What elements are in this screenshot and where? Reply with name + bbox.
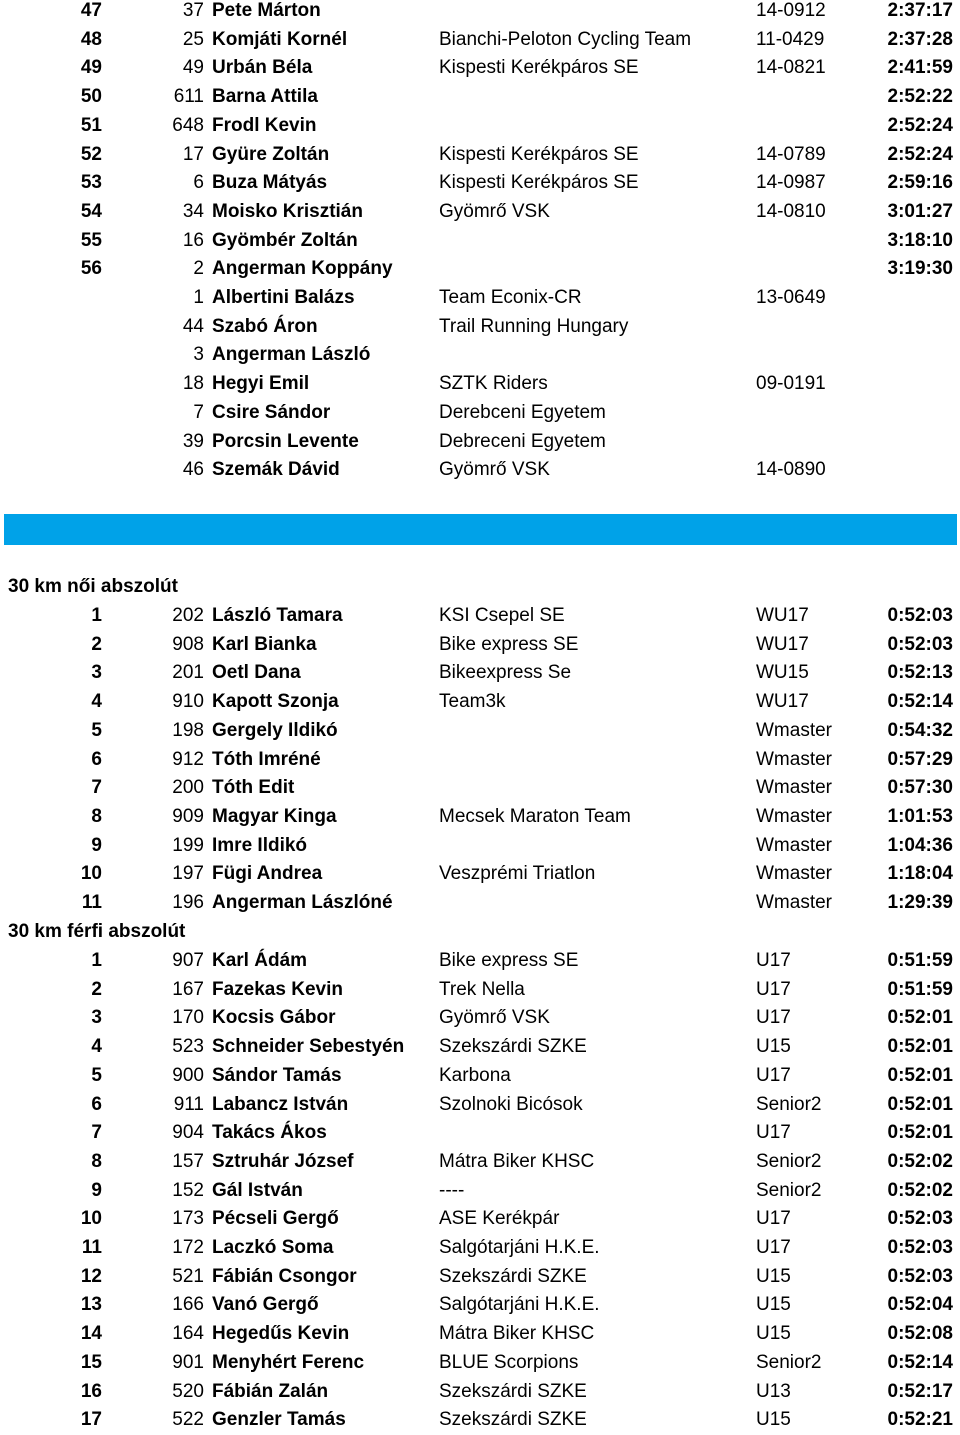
rider-name-cell: Oetl Dana [212, 662, 301, 684]
rider-name-cell: Gyüre Zoltán [212, 143, 330, 165]
bib-number-cell: 611 [173, 86, 204, 108]
rider-name-cell: Genzler Tamás [212, 1409, 346, 1431]
result-row [0, 889, 960, 918]
position-cell: 16 [80, 1380, 102, 1402]
bib-number-cell: 152 [172, 1179, 204, 1201]
result-row [0, 1091, 960, 1120]
finish-time-cell: 2:41:59 [887, 57, 953, 79]
team-cell: Kispesti Kerékpáros SE [439, 143, 639, 165]
team-cell: Team3k [439, 691, 506, 713]
rider-name-cell: Fügi Andrea [212, 863, 323, 885]
team-cell: Team Econix-CR [439, 287, 582, 308]
finish-time-cell: 0:51:59 [887, 950, 953, 971]
category-cell: U17 [756, 1007, 791, 1029]
rider-name-cell: Frodl Kevin [212, 114, 317, 136]
result-row [0, 1148, 960, 1177]
bib-number-cell: 18 [182, 373, 204, 395]
finish-time-cell: 2:52:24 [887, 143, 953, 165]
position-cell: 6 [91, 748, 102, 770]
bib-number-cell: 904 [172, 1122, 204, 1144]
bib-number-cell: 46 [182, 459, 204, 481]
category-cell: Wmaster [756, 777, 832, 799]
rider-name-cell: Fábián Csongor [212, 1265, 357, 1287]
bib-number-cell: 900 [172, 1064, 204, 1086]
bib-number-cell: 198 [172, 719, 204, 741]
result-row [0, 284, 960, 313]
rider-name-cell: Tóth Imréné [212, 748, 321, 770]
bib-number-cell: 173 [172, 1208, 204, 1230]
rider-name-cell: Schneider Sebestyén [212, 1036, 405, 1058]
position-cell: 49 [80, 57, 102, 79]
category-cell: U13 [756, 1380, 791, 1402]
category-cell: Senior2 [756, 1351, 822, 1373]
bib-number-cell: 196 [172, 892, 204, 913]
position-cell: 1 [91, 950, 102, 971]
finish-time-cell: 0:52:04 [887, 1294, 953, 1316]
category-cell: 13-0649 [756, 287, 826, 308]
category-cell: 09-0191 [756, 373, 826, 395]
team-cell: Szekszárdi SZKE [439, 1409, 587, 1431]
team-cell: Salgótarjáni H.K.E. [439, 1237, 600, 1258]
result-row [0, 1291, 960, 1320]
finish-time-cell: 2:37:28 [887, 28, 953, 50]
result-row [0, 1263, 960, 1292]
category-cell: Wmaster [756, 863, 832, 885]
finish-time-cell: 2:37:17 [887, 0, 953, 21]
rider-name-cell: Angerman Koppány [212, 258, 393, 280]
rider-name-cell: Albertini Balázs [212, 287, 355, 308]
bib-number-cell: 16 [182, 229, 204, 251]
finish-time-cell: 0:52:13 [887, 662, 953, 684]
rider-name-cell: Takács Ákos [212, 1122, 327, 1144]
category-cell: U17 [756, 1122, 791, 1144]
result-row [0, 141, 960, 170]
position-cell: 2 [91, 978, 102, 1000]
category-cell: Wmaster [756, 892, 832, 913]
result-row [0, 313, 960, 342]
rider-name-cell: Szemák Dávid [212, 459, 340, 481]
category-cell: 14-0821 [756, 57, 826, 79]
bib-number-cell: 907 [172, 950, 204, 971]
team-cell: KSI Csepel SE [439, 605, 565, 626]
team-cell: Salgótarjáni H.K.E. [439, 1294, 600, 1316]
result-row [0, 26, 960, 55]
result-row [0, 428, 960, 457]
team-cell: Bike express SE [439, 633, 579, 655]
team-cell: Debreceni Egyetem [439, 430, 606, 452]
bib-number-cell: 201 [172, 662, 204, 684]
rider-name-cell: Urbán Béla [212, 57, 313, 79]
result-row [0, 1004, 960, 1033]
result-row [0, 803, 960, 832]
rider-name-cell: Angerman László [212, 344, 371, 366]
category-cell: U15 [756, 1323, 791, 1345]
rider-name-cell: Hegedűs Kevin [212, 1323, 350, 1345]
result-row [0, 717, 960, 746]
rider-name-cell: Barna Attila [212, 86, 318, 108]
position-cell: 12 [80, 1265, 102, 1287]
position-cell: 6 [91, 1093, 102, 1115]
result-row [0, 1033, 960, 1062]
rider-name-cell: Fazekas Kevin [212, 978, 343, 1000]
result-row [0, 976, 960, 1005]
bib-number-cell: 37 [182, 0, 204, 21]
position-cell: 1 [91, 605, 102, 626]
team-cell: Gyömrő VSK [439, 1007, 550, 1029]
result-row [0, 1119, 960, 1148]
team-cell: SZTK Riders [439, 373, 548, 395]
position-cell: 11 [81, 1237, 102, 1258]
finish-time-cell: 0:52:14 [887, 1351, 953, 1373]
finish-time-cell: 0:52:01 [887, 1007, 953, 1029]
result-row [0, 746, 960, 775]
bib-number-cell: 170 [172, 1007, 204, 1029]
category-cell: 11-0429 [756, 28, 825, 50]
position-cell: 51 [80, 114, 102, 136]
position-cell: 48 [80, 28, 102, 50]
position-cell: 14 [80, 1323, 102, 1345]
category-cell: 14-0810 [756, 200, 826, 222]
rider-name-cell: Laczkó Soma [212, 1237, 334, 1258]
bib-number-cell: 39 [182, 430, 204, 452]
finish-time-cell: 0:52:03 [887, 633, 953, 655]
team-cell: Gyömrő VSK [439, 459, 550, 481]
finish-time-cell: 0:54:32 [887, 719, 953, 741]
result-row [0, 255, 960, 284]
finish-time-cell: 0:57:30 [887, 777, 953, 799]
section-divider-band [4, 514, 957, 545]
rider-name-cell: Csire Sándor [212, 401, 331, 423]
result-row [0, 688, 960, 717]
result-row [0, 832, 960, 861]
finish-time-cell: 0:52:21 [887, 1409, 953, 1431]
rider-name-cell: Sándor Tamás [212, 1064, 342, 1086]
position-cell: 9 [91, 834, 102, 856]
rider-name-cell: Fábián Zalán [212, 1380, 329, 1402]
position-cell: 4 [91, 1036, 102, 1058]
finish-time-cell: 1:29:39 [887, 892, 953, 913]
team-cell: Trek Nella [439, 978, 525, 1000]
result-row [0, 227, 960, 256]
result-row [0, 602, 960, 631]
position-cell: 4 [91, 691, 102, 713]
category-cell: U17 [756, 950, 791, 971]
team-cell: Veszprémi Triatlon [439, 863, 596, 885]
position-cell: 13 [80, 1294, 102, 1316]
finish-time-cell: 3:19:30 [887, 258, 953, 280]
position-cell: 54 [80, 200, 102, 222]
position-cell: 53 [80, 172, 102, 194]
result-row [0, 456, 960, 485]
result-row [0, 947, 960, 976]
team-cell: Mecsek Maraton Team [439, 805, 631, 827]
bib-number-cell: 901 [172, 1351, 204, 1373]
finish-time-cell: 0:52:02 [887, 1150, 953, 1172]
team-cell: Szekszárdi SZKE [439, 1380, 587, 1402]
position-cell: 15 [80, 1351, 102, 1373]
bib-number-cell: 34 [182, 200, 204, 222]
rider-name-cell: Imre Ildikó [212, 834, 308, 856]
result-row [0, 341, 960, 370]
bib-number-cell: 3 [193, 344, 204, 366]
finish-time-cell: 0:52:01 [887, 1064, 953, 1086]
position-cell: 5 [91, 1064, 102, 1086]
result-row [0, 1205, 960, 1234]
category-cell: Wmaster [756, 834, 832, 856]
bib-number-cell: 199 [172, 834, 204, 856]
finish-time-cell: 1:18:04 [887, 863, 953, 885]
rider-name-cell: Kocsis Gábor [212, 1007, 336, 1029]
bib-number-cell: 2 [193, 258, 204, 280]
category-cell: WU17 [756, 691, 809, 713]
bib-number-cell: 912 [172, 748, 204, 770]
category-cell: Senior2 [756, 1179, 822, 1201]
position-cell: 47 [80, 0, 102, 21]
category-cell: U15 [756, 1294, 791, 1316]
finish-time-cell: 0:52:01 [887, 1093, 953, 1115]
rider-name-cell: Tóth Edit [212, 777, 295, 799]
finish-time-cell: 2:52:22 [887, 86, 953, 108]
category-cell: Senior2 [756, 1150, 822, 1172]
bib-number-cell: 520 [172, 1380, 204, 1402]
bib-number-cell: 521 [172, 1265, 204, 1287]
finish-time-cell: 0:52:03 [887, 605, 953, 626]
team-cell: Bianchi-Peloton Cycling Team [439, 28, 692, 50]
bib-number-cell: 200 [172, 777, 204, 799]
rider-name-cell: Labancz István [212, 1093, 349, 1115]
bib-number-cell: 908 [172, 633, 204, 655]
category-cell: U17 [756, 1064, 791, 1086]
finish-time-cell: 0:52:17 [887, 1380, 953, 1402]
bib-number-cell: 523 [172, 1036, 204, 1058]
bib-number-cell: 910 [172, 691, 204, 713]
result-row [0, 112, 960, 141]
position-cell: 8 [91, 805, 102, 827]
team-cell: Kispesti Kerékpáros SE [439, 172, 639, 194]
rider-name-cell: Angerman Lászlóné [212, 892, 393, 913]
position-cell: 7 [91, 777, 102, 799]
bib-number-cell: 157 [172, 1150, 204, 1172]
category-cell: WU17 [756, 605, 809, 626]
position-cell: 10 [80, 1208, 102, 1230]
bib-number-cell: 166 [172, 1294, 204, 1316]
position-cell: 17 [80, 1409, 102, 1431]
finish-time-cell: 0:52:02 [887, 1179, 953, 1201]
category-cell: 14-0789 [756, 143, 826, 165]
bib-number-cell: 197 [172, 863, 204, 885]
position-cell: 11 [81, 892, 102, 913]
result-row [0, 659, 960, 688]
position-cell: 9 [91, 1179, 102, 1201]
finish-time-cell: 0:52:03 [887, 1237, 953, 1258]
category-cell: 14-0912 [756, 0, 826, 21]
result-row [0, 0, 960, 26]
team-cell: BLUE Scorpions [439, 1351, 579, 1373]
team-cell: Karbona [439, 1064, 511, 1086]
result-row [0, 631, 960, 660]
team-cell: Mátra Biker KHSC [439, 1150, 595, 1172]
position-cell: 10 [80, 863, 102, 885]
finish-time-cell: 3:01:27 [887, 200, 953, 222]
team-cell: ASE Kerékpár [439, 1208, 560, 1230]
category-cell: U17 [756, 978, 791, 1000]
result-row [0, 1349, 960, 1378]
category-cell: WU17 [756, 633, 809, 655]
team-cell: Kispesti Kerékpáros SE [439, 57, 639, 79]
position-cell: 50 [80, 86, 102, 108]
result-row [0, 1378, 960, 1407]
position-cell: 7 [91, 1122, 102, 1144]
rider-name-cell: Hegyi Emil [212, 373, 310, 395]
finish-time-cell: 1:01:53 [887, 805, 953, 827]
rider-name-cell: Moisko Krisztián [212, 200, 363, 222]
result-row [0, 1177, 960, 1206]
position-cell: 52 [80, 143, 102, 165]
team-cell: Szekszárdi SZKE [439, 1036, 587, 1058]
result-row [0, 860, 960, 889]
category-cell: Wmaster [756, 748, 832, 770]
rider-name-cell: Kapott Szonja [212, 691, 339, 713]
result-row [0, 774, 960, 803]
bib-number-cell: 25 [182, 28, 204, 50]
bib-number-cell: 167 [172, 978, 204, 1000]
team-cell: Bike express SE [439, 950, 579, 971]
position-cell: 3 [91, 1007, 102, 1029]
category-cell: U15 [756, 1036, 791, 1058]
category-cell: 14-0987 [756, 172, 826, 194]
category-cell: 14-0890 [756, 459, 826, 481]
category-cell: Wmaster [756, 719, 832, 741]
finish-time-cell: 2:59:16 [887, 172, 953, 194]
bib-number-cell: 1 [193, 287, 204, 308]
position-cell: 56 [80, 258, 102, 280]
category-cell: U15 [756, 1409, 791, 1431]
bib-number-cell: 49 [182, 57, 204, 79]
rider-name-cell: Szabó Áron [212, 315, 318, 337]
finish-time-cell: 0:52:01 [887, 1036, 953, 1058]
bib-number-cell: 44 [182, 315, 204, 337]
bib-number-cell: 17 [182, 143, 204, 165]
finish-time-cell: 2:52:24 [887, 114, 953, 136]
team-cell: Mátra Biker KHSC [439, 1323, 595, 1345]
finish-time-cell: 0:52:03 [887, 1208, 953, 1230]
section-title-mens: 30 km férfi abszolút [8, 921, 186, 942]
finish-time-cell: 0:52:14 [887, 691, 953, 713]
position-cell: 2 [91, 633, 102, 655]
section-title-womens: 30 km női abszolút [8, 576, 178, 597]
rider-name-cell: Magyar Kinga [212, 805, 337, 827]
rider-name-cell: Karl Bianka [212, 633, 317, 655]
bib-number-cell: 911 [173, 1093, 204, 1115]
finish-time-cell: 0:57:29 [887, 748, 953, 770]
bib-number-cell: 164 [172, 1323, 204, 1345]
bib-number-cell: 909 [172, 805, 204, 827]
rider-name-cell: Pécseli Gergő [212, 1208, 339, 1230]
position-cell: 8 [91, 1150, 102, 1172]
rider-name-cell: Sztruhár József [212, 1150, 354, 1172]
finish-time-cell: 1:04:36 [887, 834, 953, 856]
result-row [0, 83, 960, 112]
rider-name-cell: Komjáti Kornél [212, 28, 348, 50]
category-cell: U17 [756, 1208, 791, 1230]
rider-name-cell: Buza Mátyás [212, 172, 328, 194]
finish-time-cell: 0:52:08 [887, 1323, 953, 1345]
result-row [0, 1062, 960, 1091]
result-row [0, 399, 960, 428]
position-cell: 5 [91, 719, 102, 741]
rider-name-cell: Porcsin Levente [212, 430, 359, 452]
team-cell: Derebceni Egyetem [439, 401, 606, 423]
position-cell: 55 [80, 229, 102, 251]
rider-name-cell: Karl Ádám [212, 950, 308, 971]
rider-name-cell: Gergely Ildikó [212, 719, 338, 741]
team-cell: ---- [439, 1179, 465, 1201]
result-row [0, 198, 960, 227]
category-cell: U15 [756, 1265, 791, 1287]
finish-time-cell: 3:18:10 [887, 229, 953, 251]
finish-time-cell: 0:52:01 [887, 1122, 953, 1144]
team-cell: Bikeexpress Se [439, 662, 572, 684]
bib-number-cell: 7 [193, 401, 204, 423]
result-row [0, 1320, 960, 1349]
result-row [0, 1234, 960, 1263]
result-row [0, 370, 960, 399]
bib-number-cell: 6 [193, 172, 204, 194]
finish-time-cell: 0:51:59 [887, 978, 953, 1000]
rider-name-cell: Pete Márton [212, 0, 321, 21]
rider-name-cell: Vanó Gergő [212, 1294, 319, 1316]
finish-time-cell: 0:52:03 [887, 1265, 953, 1287]
category-cell: U17 [756, 1237, 791, 1258]
result-row [0, 54, 960, 83]
team-cell: Szekszárdi SZKE [439, 1265, 587, 1287]
bib-number-cell: 648 [172, 114, 204, 136]
rider-name-cell: Menyhért Ferenc [212, 1351, 365, 1373]
bib-number-cell: 202 [172, 605, 204, 626]
rider-name-cell: Gál István [212, 1179, 303, 1201]
position-cell: 3 [91, 662, 102, 684]
team-cell: Gyömrő VSK [439, 200, 550, 222]
team-cell: Trail Running Hungary [439, 315, 629, 337]
category-cell: Senior2 [756, 1093, 822, 1115]
result-row [0, 169, 960, 198]
category-cell: Wmaster [756, 805, 832, 827]
team-cell: Szolnoki Bicósok [439, 1093, 583, 1115]
bib-number-cell: 522 [172, 1409, 204, 1431]
rider-name-cell: László Tamara [212, 605, 343, 626]
category-cell: WU15 [756, 662, 809, 684]
rider-name-cell: Gyömbér Zoltán [212, 229, 358, 251]
bib-number-cell: 172 [172, 1237, 204, 1258]
